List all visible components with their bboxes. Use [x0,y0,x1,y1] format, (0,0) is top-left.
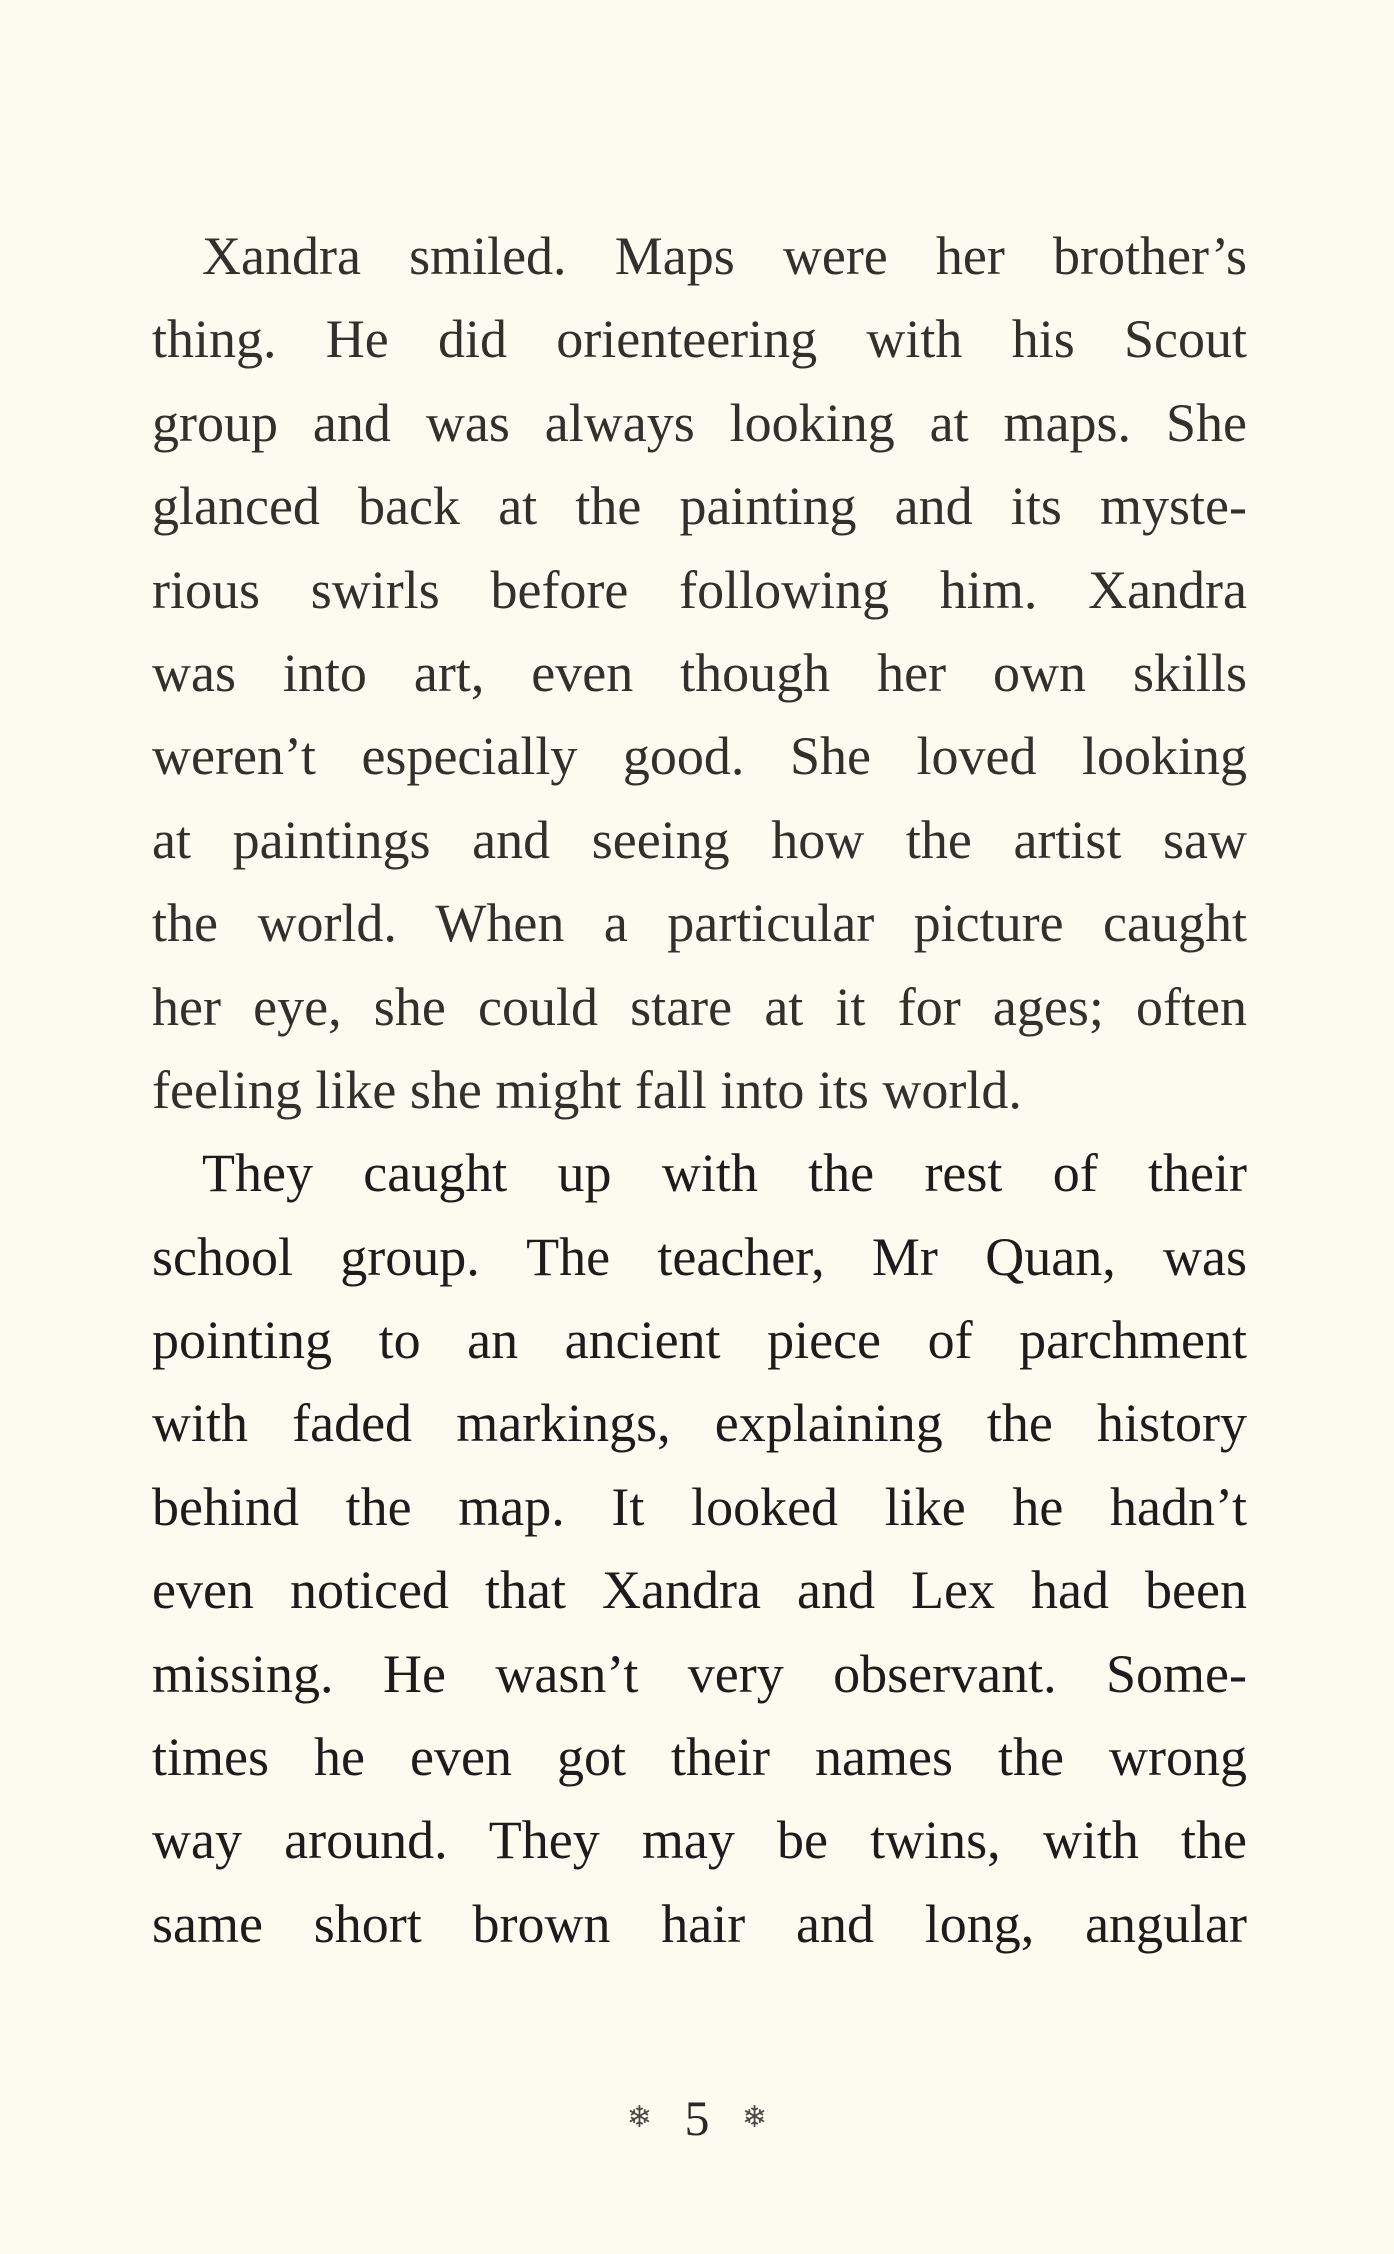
text-line: school group. The teacher, Mr Quan, was [152,1226,1247,1287]
text-line: the world. When a particular picture caught [152,893,1247,954]
text-line: same short brown hair and long, angular [152,1893,1247,1954]
text-line: at paintings and seeing how the artist saw [152,809,1247,870]
snowflake-ornament-icon: ❄ [742,2100,768,2134]
text-line: pointing to an ancient piece of parchment [152,1310,1247,1371]
body-text [152,215,1247,1966]
paragraph-2 [152,1132,1247,1966]
text-line: feeling like she might fall into its world. [152,1059,1022,1120]
text-line: times he even got their names the wrong [152,1727,1247,1788]
text-line: with faded markings, explaining the history [152,1393,1247,1454]
text-line: way around. They may be twins, with the [152,1810,1247,1871]
text-line: glanced back at the painting and its myste- [152,476,1247,537]
text-line: Xandra smiled. Maps were her brother’s [202,226,1247,286]
text-line: group and was always looking at maps. She [152,392,1247,453]
text-line: They caught up with the rest of their [202,1143,1247,1204]
page-number: 5 [684,2089,710,2146]
text-line: was into art, even though her own skills [152,642,1247,703]
paragraph-1 [152,215,1247,1132]
text-line: thing. He did orienteering with his Scout [152,309,1247,370]
page-footer [0,2082,1394,2148]
text-line: her eye, she could stare at it for ages; often [152,976,1247,1037]
snowflake-ornament-icon: ❄ [626,2100,652,2134]
text-line: missing. He wasn’t very observant. Some- [152,1643,1247,1704]
text-line: even noticed that Xandra and Lex had been [152,1560,1247,1621]
text-line: weren’t especially good. She loved looking [152,726,1247,787]
text-line: behind the map. It looked like he hadn’t [152,1476,1247,1537]
text-line: rious swirls before following him. Xandra [152,559,1247,620]
